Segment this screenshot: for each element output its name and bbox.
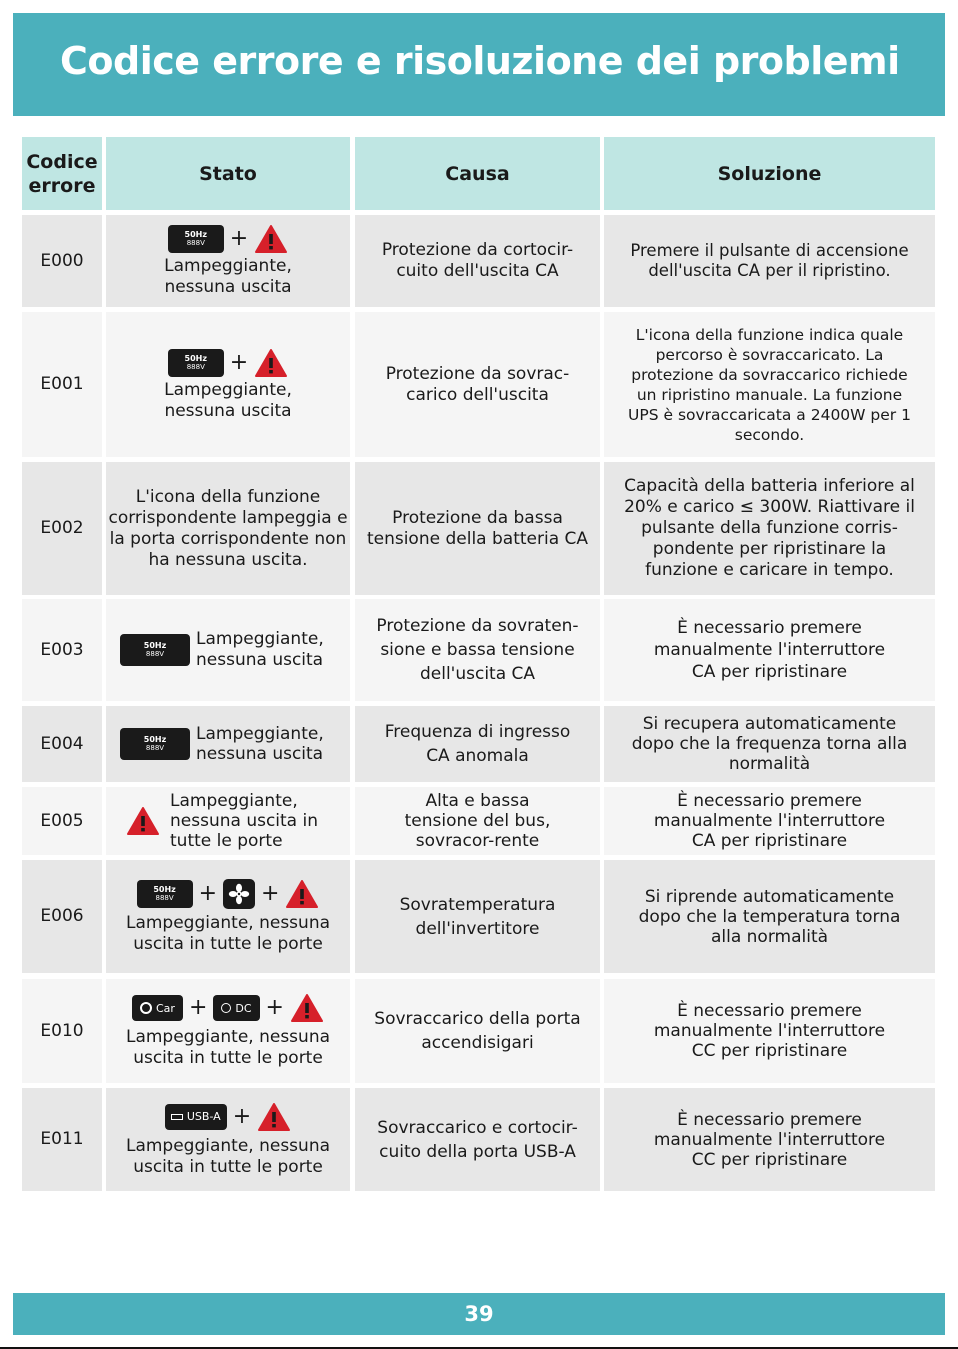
row-e011-stato: USB-A + Lampeggiante, nessuna uscita in tutte le porte [106,1088,350,1191]
row-e003-causa: Protezione da sovraten-sione e bassa tensione dell'uscita CA [355,599,600,701]
col-header-code: Codice errore [22,137,102,210]
fan-icon [223,879,255,909]
row-e011-causa: Sovraccarico e cortocir-cuito della porta USB-A [355,1088,600,1191]
row-e000-soluzione: Premere il pulsante di accensione dell'uscita CA per il ripristino. [604,215,935,307]
stato-text: Lampeggiante, nessuna uscita [196,629,324,670]
row-e005-stato [106,787,350,855]
row-e001-code: E001 [22,312,102,457]
display-icon: 50Hz 888V [137,880,193,908]
display-icon: 50Hz 888V [120,728,190,760]
page-number: 39 [464,1302,494,1326]
row-e006-soluzione: Si riprende automaticamente dopo che la temperatura torna alla normalità [604,860,935,973]
row-e000-causa: Protezione da cortocir-cuito dell'uscita CA [355,215,600,307]
usb-port-icon: USB-A [165,1104,227,1130]
row-e002-causa: Protezione da bassa tensione della batteria CA [355,462,600,595]
display-icon: 50Hz 888V [168,349,224,377]
row-e003-stato [106,599,350,701]
warning-icon [290,993,324,1023]
stato-text: Lampeggiante, nessuna uscita in tutte le porte [125,912,331,954]
row-e000-code: E000 [22,215,102,307]
row-e005-causa: Alta e bassa tensione del bus, sovracor-rente [355,787,600,855]
row-e006-stato: 50Hz 888V + + Lampeggiante, nessuna uscita in tutte le porte [106,860,350,973]
row-e001-causa: Protezione da sovrac-carico dell'uscita [355,312,600,457]
car-port-icon: Car [132,995,183,1021]
stato-text: Lampeggiante, nessuna uscita [164,256,292,297]
page-title: Codice errore e risoluzione dei problemi [60,39,900,83]
row-e011-code: E011 [22,1088,102,1191]
stato-text: Lampeggiante, nessuna uscita in tutte le porte [125,1027,331,1068]
col-header-causa: Causa [355,137,600,210]
stato-text: Lampeggiante, nessuna uscita [196,724,324,764]
row-e002-stato: L'icona della funzione corrispondente lampeggia e la porta corrispondente non ha nessuna uscita. [106,462,350,595]
row-e006-causa: Sovratemperatura dell'invertitore [355,860,600,973]
row-e002-code: E002 [22,462,102,595]
col-header-stato: Stato [106,137,350,210]
row-e003-code: E003 [22,599,102,701]
row-e004-stato [106,706,350,782]
col-header-soluzione: Soluzione [604,137,935,210]
display-icon: 50Hz 888V [168,225,224,253]
row-e004-code: E004 [22,706,102,782]
row-e001-soluzione: L'icona della funzione indica quale percorso è sovraccaricato. La protezione da sovraccarico richiede un ripristino manuale. La funzione UPS è sovraccaricata a 2400W per 1 secondo. [604,312,935,457]
row-e010-soluzione: È necessario premere manualmente l'interruttore CC per ripristinare [604,979,935,1083]
row-e001-stato: 50Hz 888V + Lampeggiante, nessuna uscita [106,312,350,457]
row-e010-stato: Car + DC + Lampeggiante, nessuna uscita in tutte le porte [106,979,350,1083]
row-e004-soluzione: Si recupera automaticamente dopo che la frequenza torna alla normalità [604,706,935,782]
title-banner [13,13,945,116]
warning-icon [126,806,160,836]
row-e000-stato: 50Hz 888V + Lampeggiante, nessuna uscita [106,215,350,307]
row-e003-soluzione: È necessario premere manualmente l'interruttore CA per ripristinare [604,599,935,701]
dc-port-icon: DC [213,995,259,1021]
row-e005-code: E005 [22,787,102,855]
row-e006-code: E006 [22,860,102,973]
row-e011-soluzione: È necessario premere manualmente l'interruttore CC per ripristinare [604,1088,935,1191]
footer-banner [13,1293,945,1335]
warning-icon [254,348,288,378]
row-e002-soluzione: Capacità della batteria inferiore al 20% e carico ≤ 300W. Riattivare il pulsante della funzione corris-pondente per ripristinare la funzione e caricare in tempo. [604,462,935,595]
stato-text: Lampeggiante, nessuna uscita [164,379,292,421]
warning-icon [285,879,319,909]
row-e010-causa: Sovraccarico della porta accendisigari [355,979,600,1083]
row-e004-causa: Frequenza di ingresso CA anomala [355,706,600,782]
warning-icon [257,1102,291,1132]
row-e005-soluzione: È necessario premere manualmente l'interruttore CA per ripristinare [604,787,935,855]
warning-icon [254,224,288,254]
display-icon: 50Hz 888V [120,634,190,666]
stato-text: Lampeggiante, nessuna uscita in tutte le porte [170,791,319,851]
row-e010-code: E010 [22,979,102,1083]
stato-text: Lampeggiante, nessuna uscita in tutte le porte [125,1135,331,1177]
